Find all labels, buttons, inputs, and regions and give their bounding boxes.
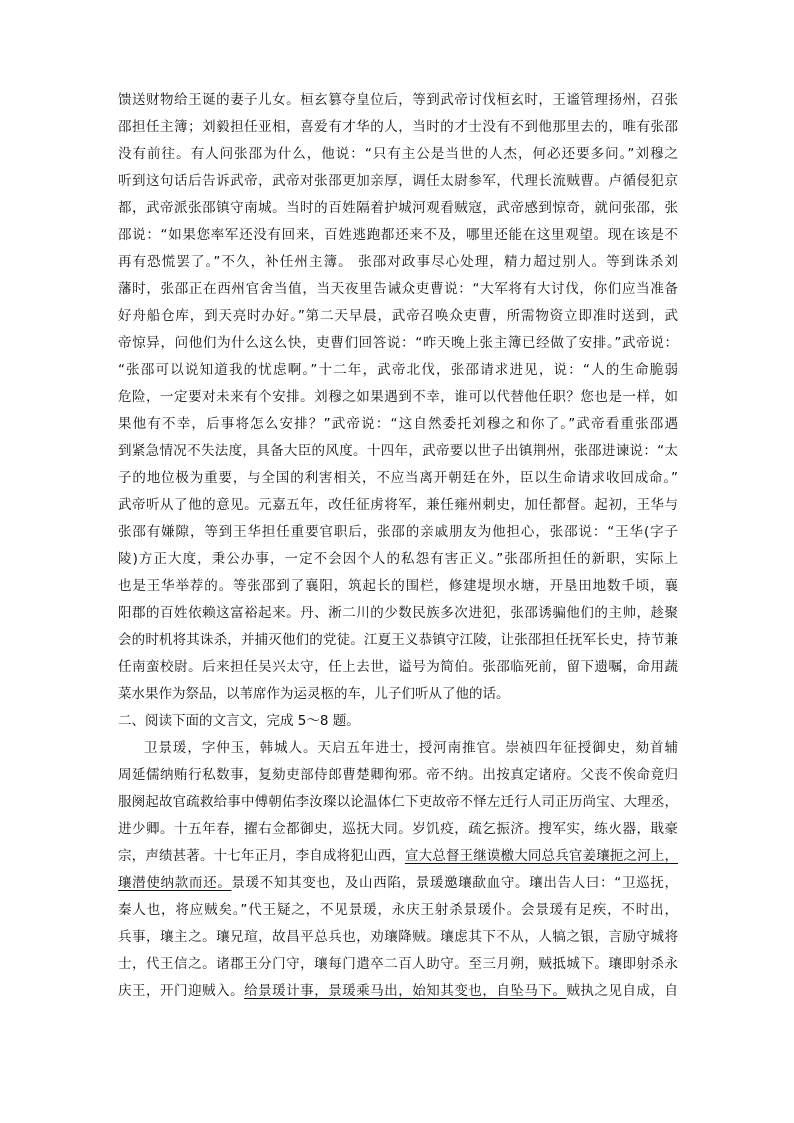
text-segment: 宗，声绩甚著。十七年正月，李自成将犯山西， [118, 848, 405, 864]
text-line: 服阕起故官疏救给事中傅朝佑李汝璨以论温体仁下吏故帝不怿左迁行人司正历尚宝、大理丞， [118, 794, 678, 810]
section-heading: 二、阅读下面的文言文，完成 5～8 题。 [118, 713, 360, 729]
underlined-sentence: 瓖潜使纳款而还。 [118, 875, 232, 891]
text-line [118, 873, 678, 893]
text-line: 秦人也，将应贼矣。”代王疑之，不见景瑗，永庆王射杀景瑗仆。会景瑗有足疾，不时出， [118, 902, 678, 918]
text-line: 任南蛮校尉。后来担任吴兴太守，任上去世，谥号为简伯。张邵临死前，留下遗嘱，命用蔬 [118, 659, 678, 675]
underlined-sentence: 宣大总督王继谟檄大同总兵官姜瓖扼之河上， [404, 848, 678, 864]
text-line: 武帝听从了他的意见。元嘉五年，改任征虏将军，兼任雍州刺史，加任都督。起初，王华与 [118, 497, 678, 513]
text-line [118, 846, 678, 866]
text-line: 子的地位极为重要，与全国的利害相关，不应当离开朝廷在外，臣以生命请求收回成命。” [118, 470, 678, 486]
text-line: 进少卿。十五年春，擢右佥都御史，巡抚大同。岁饥疫，疏乞振济。搜军实，练火器，戢豪 [118, 821, 678, 837]
text-line: 兵事，瓖主之。瓖兄瑄，故昌平总兵也，劝瓖降贼。瓖虑其下不从，人犒之银，言励守城将 [118, 929, 678, 945]
text-line: 果他有不幸，后事将怎么安排？”武帝说：“这自然委托刘穆之和你了。”武帝看重张邵遇 [118, 416, 678, 432]
text-line: 士，代王信之。诸郡王分门守，瓖每门遣卒二百人助守。至三月朔，贼抵城下。瓖即射杀永 [118, 956, 678, 972]
text-line: 都，武帝派张邵镇守南城。当时的百姓隔着护城河观看贼寇，武帝感到惊奇，就问张邵，张 [118, 200, 678, 216]
text-line: 好舟船仓库，到天亮时办好。”第二天早晨，武帝召唤众吏曹，所需物资立即准时送到，武 [118, 308, 678, 324]
text-segment: 庆王，开门迎贼入。 [118, 983, 245, 999]
text-line: 张邵有嫌隙，等到王华担任重要官职后，张邵的亲戚朋友为他担心，张邵说：“王华(字子 [118, 524, 678, 540]
text-line: 卫景瑗，字仲玉，韩城人。天启五年进士，授河南推官。崇祯四年征授御史，劾首辅 [144, 740, 678, 756]
text-line: “张邵可以说知道我的忧虑啊。”十二年，武帝北伐，张邵请求进见，说：“人的生命脆弱 [118, 362, 678, 378]
text-line: 邵说：“如果您率军还没有回来，百姓逃跑都还来不及，哪里还能在这里观望。现在该是不 [118, 227, 678, 243]
text-line: 藩时，张邵正在西州官舍当值，当天夜里告诫众吏曹说：“大军将有大讨伐，你们应当准备 [118, 281, 678, 297]
text-line: 馈送财物给王诞的妻子儿女。桓玄篡夺皇位后，等到武帝讨伐桓玄时，王谧管理扬州，召张 [118, 92, 678, 108]
text-line: 周延儒纳贿行私数事，复劾吏部侍郎曹楚卿徇邪。帝不纳。出按真定诸府。父丧不俟命竟归 [118, 767, 678, 783]
text-segment: 景瑗不知其变也，及山西陷，景瑗邀瓖歃血守。瓖出告人曰：“卫巡抚， [231, 875, 678, 891]
text-line: 菜水果作为祭品，以苇席作为运灵柩的车，儿子们听从了他的话。 [118, 686, 510, 702]
text-line: 听到这句话后告诉武帝，武帝对张邵更加亲厚，调任太尉参军，代理长流贼曹。卢循侵犯京 [118, 173, 678, 189]
text-line: 没有前往。有人问张邵为什么，他说：“只有主公是当世的人杰，何必还要多问。”刘穆之 [118, 146, 678, 162]
text-line: 陵)方正大度，秉公办事，一定不会因个人的私怨有害正义。”张邵所担任的新职，实际上 [118, 551, 678, 567]
text-line: 危险，一定要对未来有个安排。刘穆之如果遇到不幸，谁可以代替他任职？您也是一样，如 [118, 389, 678, 405]
text-segment: 贼执之见自成，自 [566, 983, 678, 999]
text-line [118, 981, 678, 1001]
text-line: 到紧急情况不失法度，具备大臣的风度。十四年，武帝要以世子出镇荆州，张邵进谏说：“太 [118, 443, 678, 459]
underlined-sentence: 给景瑗计事，景瑗乘马出，始知其变也，自坠马下。 [244, 983, 567, 999]
text-line: 帝惊异，问他们为什么这么快，吏曹们回答说：“昨天晚上张主簿已经做了安排。”武帝说： [118, 335, 678, 351]
text-line: 再有恐慌罢了。”不久，补任州主簿。 张邵对政事尽心处理，精力超过别人。等到诛杀刘 [118, 254, 678, 270]
text-line: 阳郡的百姓依赖这富裕起来。丹、淅二川的少数民族多次进犯，张邵诱骗他们的主帅，趁聚 [118, 605, 678, 621]
text-line: 邵担任主簿；刘毅担任亚相，喜爱有才华的人，当时的才士没有不到他那里去的，唯有张邵 [118, 119, 678, 135]
text-line: 会的时机将其诛杀，并捕灭他们的党徒。江夏王义恭镇守江陵，让张邵担任抚军长史，持节兼 [118, 632, 678, 648]
text-line: 也是王华举荐的。等张邵到了襄阳，筑起长的围栏，修建堤坝水塘，开垦田地数千顷，襄 [118, 578, 678, 594]
